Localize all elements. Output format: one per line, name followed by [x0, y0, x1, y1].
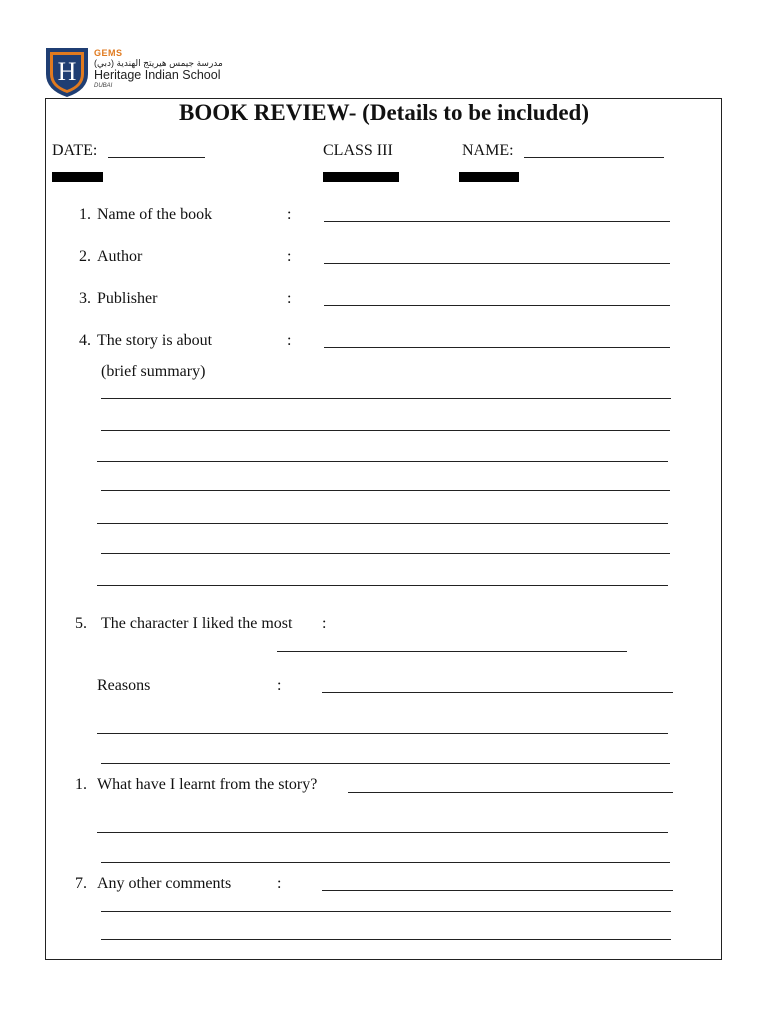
reasons-label: Reasons — [97, 677, 151, 694]
favorite-character-field[interactable] — [277, 651, 627, 652]
logo-city: DUBAI — [94, 82, 113, 89]
q3-colon: : — [287, 290, 292, 307]
shield-logo-icon — [44, 44, 90, 98]
date-label: DATE: — [52, 142, 98, 159]
q4-label: The story is about — [97, 332, 213, 349]
q4-colon: : — [287, 332, 292, 349]
summary-line[interactable] — [101, 490, 670, 491]
logo-text — [94, 49, 223, 89]
q5-number: 5. — [75, 615, 87, 632]
q7-colon: : — [277, 875, 282, 892]
q1-label: Name of the book — [97, 206, 213, 223]
learnt-field[interactable] — [348, 792, 673, 793]
q7-label: Any other comments — [97, 875, 232, 892]
reasons-colon: : — [277, 677, 282, 694]
name-field[interactable] — [524, 157, 664, 158]
story-about-field[interactable] — [324, 347, 670, 348]
name-label: NAME: — [462, 142, 514, 159]
summary-line[interactable] — [101, 430, 670, 431]
comments-field[interactable] — [322, 890, 673, 891]
q2-number: 2. — [79, 248, 91, 265]
q2-label: Author — [97, 248, 143, 265]
q5-label: The character I liked the most — [101, 615, 293, 632]
q4-sublabel: (brief summary) — [101, 363, 206, 380]
summary-line[interactable] — [101, 553, 670, 554]
q4-number: 4. — [79, 332, 91, 349]
reasons-line[interactable] — [97, 733, 668, 734]
logo-school-name: Heritage Indian School — [94, 68, 221, 82]
date-field[interactable] — [108, 157, 205, 158]
q7-number: 7. — [75, 875, 87, 892]
publisher-field[interactable] — [324, 305, 670, 306]
q1-colon: : — [287, 206, 292, 223]
book-name-field[interactable] — [324, 221, 670, 222]
logo-arabic: مدرسة جيمس هيريتج الهندية (دبي) — [94, 58, 223, 68]
page-frame — [45, 98, 722, 960]
q1-number: 1. — [79, 206, 91, 223]
logo-brand: GEMS — [94, 48, 123, 58]
q2-colon: : — [287, 248, 292, 265]
redaction-bar — [459, 172, 519, 182]
summary-line[interactable] — [97, 523, 668, 524]
summary-line[interactable] — [97, 585, 668, 586]
summary-line[interactable] — [101, 398, 671, 399]
reasons-field[interactable] — [322, 692, 673, 693]
comments-line[interactable] — [101, 911, 671, 912]
comments-line[interactable] — [101, 939, 671, 940]
q5-colon: : — [322, 615, 327, 632]
redaction-bar — [323, 172, 399, 182]
class-label: CLASS III — [323, 142, 393, 159]
learnt-line[interactable] — [97, 832, 668, 833]
redaction-bar — [52, 172, 103, 182]
learnt-line[interactable] — [101, 862, 670, 863]
reasons-line[interactable] — [101, 763, 670, 764]
q3-number: 3. — [79, 290, 91, 307]
logo-letter: H — [57, 57, 77, 86]
school-logo — [44, 44, 224, 98]
author-field[interactable] — [324, 263, 670, 264]
summary-line[interactable] — [97, 461, 668, 462]
q6-label: What have I learnt from the story? — [97, 776, 318, 793]
q6-number: 1. — [75, 776, 87, 793]
page-title: BOOK REVIEW- (Details to be included) — [179, 100, 589, 125]
q3-label: Publisher — [97, 290, 158, 307]
